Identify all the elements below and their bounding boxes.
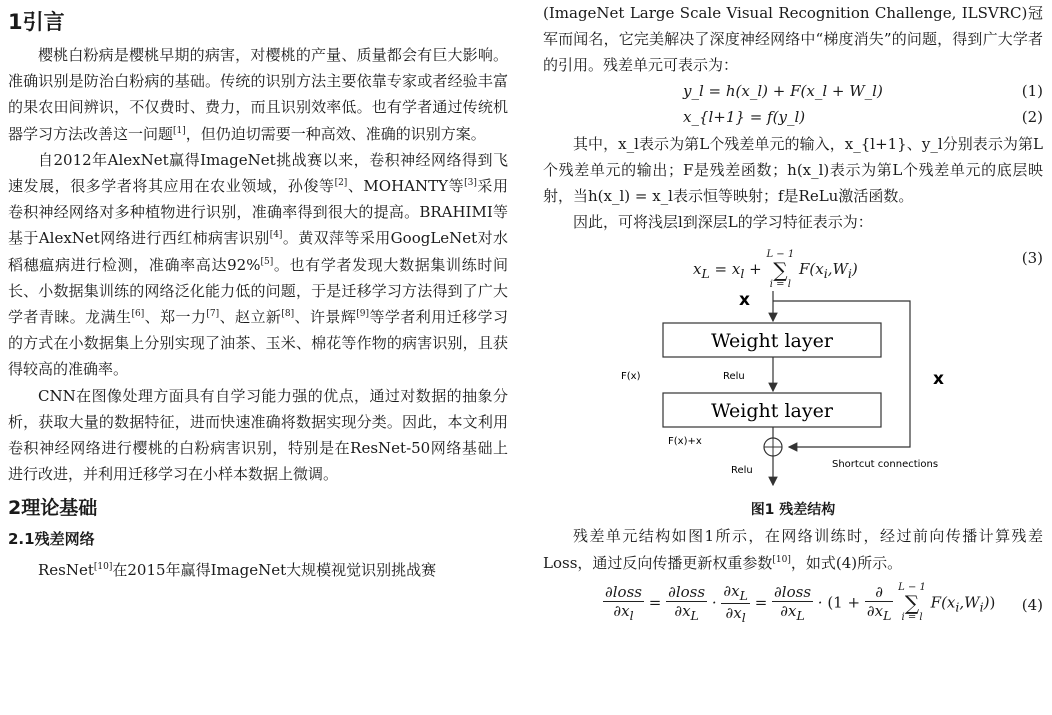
section21-title: 2.1残差网络 — [8, 530, 95, 549]
intro-paragraph-3: CNN在图像处理方面具有自学习能力强的优点，通过对数据的抽象分析，获取大量的数据特征，进而快速准确将数据实现分类。因此，本文利用卷积神经网络进行樱桃的白粉病害识别，特别是在ResNet-50网络基础上进行改进，并利用迁移学习在小样本数据上微调。 — [8, 386, 508, 484]
input-x-label: x — [739, 290, 750, 311]
equation-2-body: x_{l+1} = f(y_l) — [683, 107, 806, 126]
equation-1-body: y_l = h(x_l) + F(x_l + W_l) — [683, 81, 883, 100]
figure-caption: 图1 残差结构 — [750, 502, 836, 519]
right-column — [543, 0, 1043, 636]
residual-structure-figure — [543, 287, 1043, 497]
equation-4 — [543, 576, 1043, 636]
shortcut-x-label: x — [933, 369, 944, 390]
section2-title: 2理论基础 — [8, 497, 98, 520]
residual-description: 其中，x_l表示为第L个残差单元的输入，x_{l+1}、y_l分别表示为第L个残差单元的输出；F是残差函数；h(x_l)表示为第L个残差单元的底层映射，当h(x_l) = x_l表示恒等映射；f是ReLu激活函数。 — [543, 134, 1043, 206]
resnet-paragraph-cont: (ImageNet Large Scale Visual Recognition Challenge, ILSVRC)冠军而闻名，它完美解决了深度神经网络中“梯度消失”的问题，得到广大学者的引用。残差单元可表示为： — [543, 4, 1043, 75]
equation-1 — [543, 79, 1043, 105]
weight-layer-1-label: Weight layer — [711, 330, 833, 353]
feature-intro: 因此，可将浅层l到深层L的学习特征表示为： — [573, 213, 873, 232]
equation-2 — [543, 105, 1043, 131]
relu-mid-label: Relu — [723, 371, 745, 383]
equation-4-body: $\frac{\text{∂loss}}{\partial x_l}$ = $\frac{\text{∂loss}}{\partial x_L}$ · $\frac{\partial x_L}{\partial x_l}$ = $\frac{\text{∂loss}}{\partial x_L}$ · (1 + $\frac{\partial}{\partial x_L}$ L − 1 ∑ i = l $F(x_i,W_i)$) — [605, 581, 996, 625]
relu-bottom-label: Relu — [731, 465, 753, 477]
training-paragraph: 残差单元结构如图1所示，在网络训练时，经过前向传播计算残差Loss，通过反向传播更新权重参数[10]，如式(4)所示。 — [543, 527, 1043, 572]
equation-4-number: (4) — [1021, 595, 1043, 614]
equation-3-body: $x_L = x_l$ + L − 1 ∑ i = l $F(x_i,W_i)$ — [693, 249, 858, 291]
equation-3-number: (3) — [1021, 249, 1043, 268]
equation-2-number: (2) — [1021, 107, 1043, 126]
intro-paragraph-1: 樱桃白粉病是樱桃早期的病害，对樱桃的产量、质量都会有巨大影响。准确识别是防治白粉病的基础。传统的识别方法主要依靠专家或者经验丰富的果农田间辨识，不仅费时、费力，而且识别效率低。也有学者通过传统机器学习方法改善这一问题[1]，但仍迫切需要一种高效、准确的识别方案。 — [8, 46, 508, 143]
fx-plus-x-label: F(x)+x — [668, 436, 702, 448]
equation-1-number: (1) — [1021, 81, 1043, 100]
shortcut-label: Shortcut connections — [832, 459, 939, 471]
left-column — [8, 0, 508, 584]
intro-paragraph-2: 自2012年AlexNet赢得ImageNet挑战赛以来，卷积神经网络得到飞速发展，很多学者将其应用在农业领域，孙俊等[2]、MOHANTY等[3]采用卷积神经网络对多种植物进行识别，准确率得到很大的提高。BRAHIMI等基于AlexNet网络进行西红柿病害识别[4]。黄双萍等采用GoogLeNet对水稻穗瘟病进行检测，准确率高达92%[5]。也有学者发现大数据集训练时间长、小数据集训练的网络泛化能力低的问题，于是迁移学习方法得到了广大学者青睐。龙满生[6]、郑一力[7]、赵立新[8]、许景辉[9]等学者利用迁移学习的方式在小数据集上分别实现了油茶、玉米、棉花等作物的病害识别，且获得较高的准确率。 — [8, 150, 509, 379]
residual-diagram — [543, 287, 1043, 497]
equation-3 — [543, 235, 1043, 291]
section1-title: 1引言 — [8, 10, 65, 34]
resnet-paragraph: ResNet[10]在2015年赢得ImageNet大规模视觉识别挑战赛 — [38, 561, 437, 580]
fx-label: F(x) — [621, 371, 641, 383]
weight-layer-2-label: Weight layer — [711, 400, 833, 423]
